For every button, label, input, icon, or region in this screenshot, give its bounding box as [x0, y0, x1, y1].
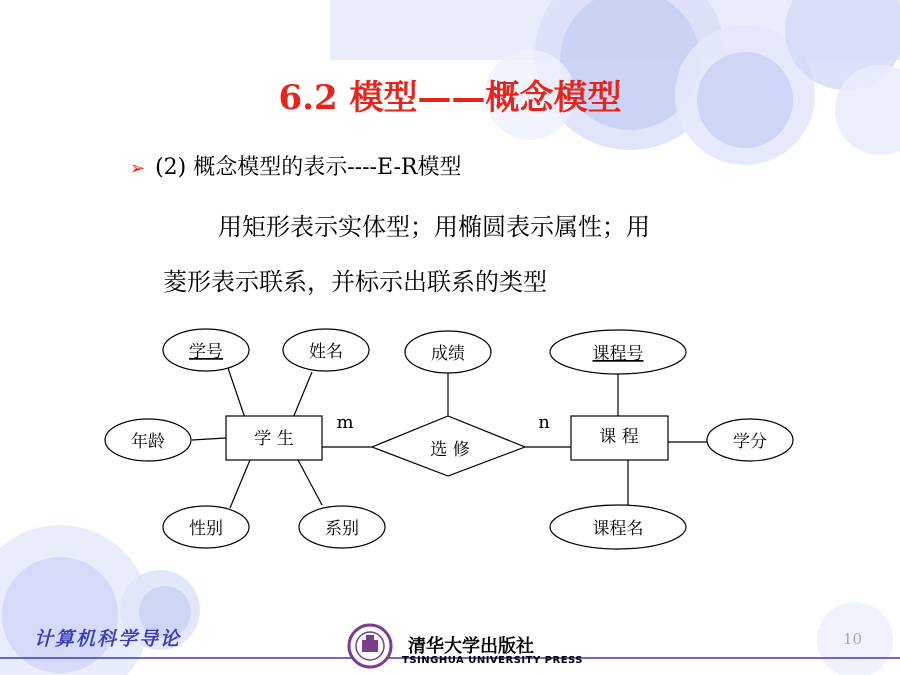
- attr-course-id-label: 课程号: [592, 344, 644, 364]
- edge-student-id: [228, 368, 245, 418]
- cardinality-m-label: m: [336, 412, 354, 433]
- edge-student-age: [192, 438, 226, 440]
- attr-student-name-label: 姓名: [309, 342, 343, 362]
- body-text-line-2: 菱形表示联系，并标示出联系的类型: [163, 268, 547, 296]
- course-name: 计算机科学导论: [34, 628, 182, 650]
- entity-course-label: 课 程: [599, 427, 639, 447]
- attr-student-id-label: 学号: [189, 342, 223, 362]
- edge-student-department: [298, 460, 322, 505]
- cardinality-n-label: n: [538, 412, 550, 433]
- page-title: 6.2 模型——概念模型: [278, 78, 622, 118]
- page-number: 10: [843, 630, 863, 648]
- attr-course-credit-label: 学分: [733, 432, 767, 452]
- relationship-label: 选 修: [430, 440, 470, 460]
- attr-grade-label: 成绩: [431, 344, 465, 364]
- entity-student-label: 学 生: [254, 429, 294, 449]
- publisher-name-english: TSINGHUA UNIVERSITY PRESS: [402, 655, 583, 666]
- edge-student-name: [293, 372, 312, 418]
- edge-student-gender: [230, 460, 250, 508]
- body-text-line-1: 用矩形表示实体型；用椭圆表示属性；用: [218, 213, 650, 241]
- publisher-name: 清华大学出版社: [408, 636, 534, 657]
- bullet-text: (2) 概念模型的表示----E-R模型: [155, 155, 462, 180]
- publisher-logo: [342, 622, 402, 670]
- arrow-bullet-icon: ➢: [130, 158, 146, 179]
- attr-course-name-label: 课程名: [592, 519, 644, 539]
- attr-student-gender-label: 性别: [189, 519, 223, 539]
- attr-student-age-label: 年龄: [131, 432, 165, 452]
- attr-student-department-label: 系别: [325, 519, 359, 539]
